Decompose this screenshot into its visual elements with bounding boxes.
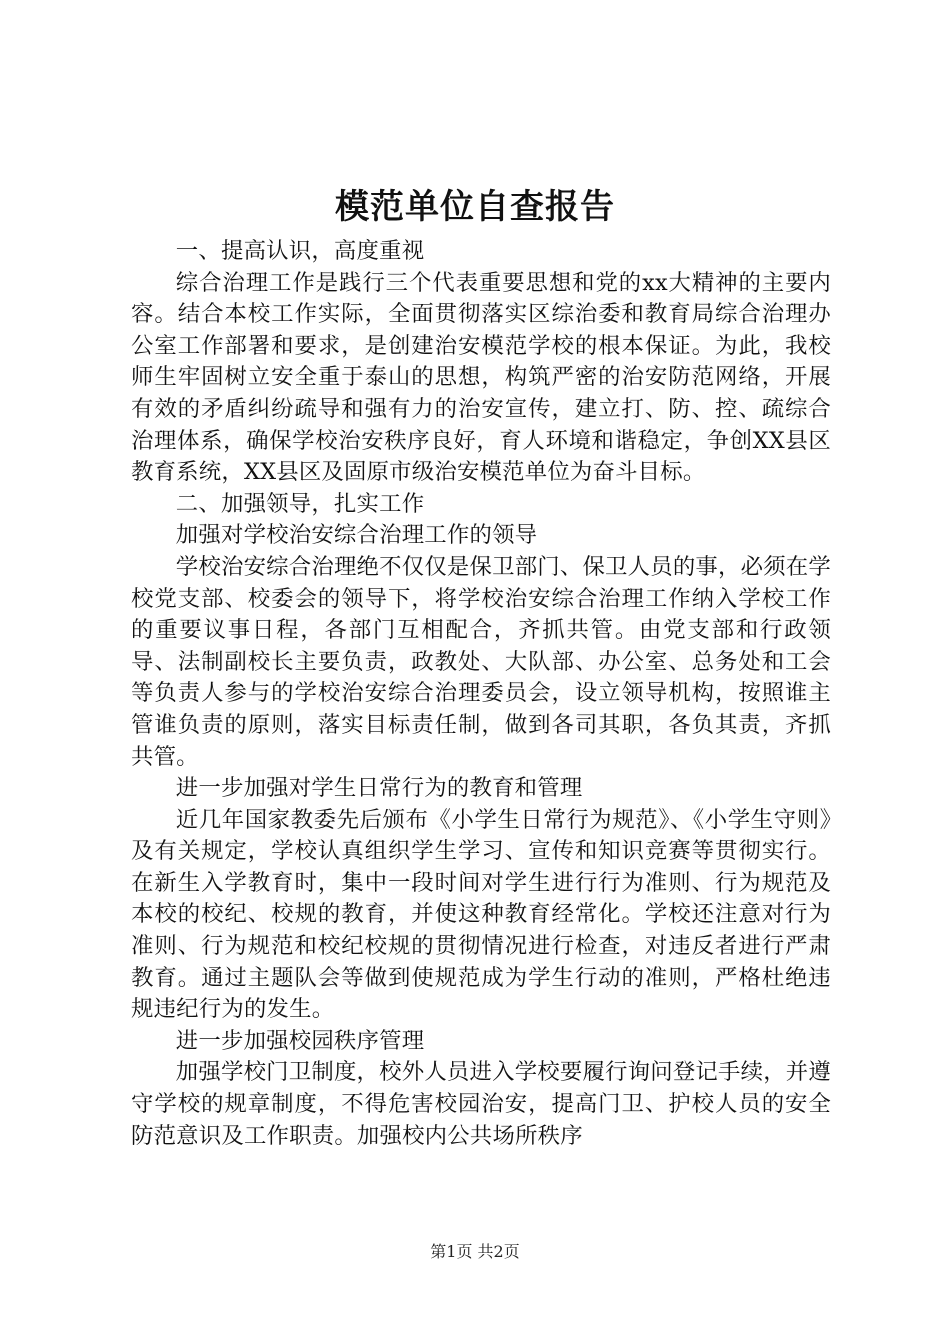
body-paragraph: 学校治安综合治理绝不仅仅是保卫部门、保卫人员的事，必须在学校党支部、校委会的领导下，将学校治安综合治理工作纳入学校工作的重要议事日程，各部门互相配合，齐抓共管。由党支部和行政领导、法制副校长主要负责，政教处、大队部、办公室、总务处和工会等负责人参与的学校治安综合治理委员会，设立领导机构，按照谁主管谁负责的原则，落实目标责任制，做到各司其职，各负其责，齐抓共管。 (131, 553, 831, 770)
section-heading: 一、提高认识，高度重视 (175, 238, 425, 264)
subsection-heading: 进一步加强校园秩序管理 (175, 1027, 425, 1054)
subsection-heading: 加强对学校治安综合治理工作的领导 (175, 522, 538, 549)
section-heading: 二、加强领导，扎实工作 (175, 490, 425, 517)
page-footer: 第1页 共2页 (430, 1242, 520, 1261)
document-body (131, 236, 831, 1152)
body-paragraph: 近几年国家教委先后颁布《小学生日常行为规范》、《小学生守则》及有关规定，学校认真组织学生学习、宣传和知识竞赛等贯彻实行。在新生入学教育时，集中一段时间对学生进行行为准则、行为规范及本校的校纪、校规的教育，并使这种教育经常化。学校还注意对行为准则、行为规范和校纪校规的贯彻情况进行检查，对违反者进行严肃教育。通过主题队会等做到使规范成为学生行动的准则，严格杜绝违规违纪行为的发生。 (131, 806, 831, 1023)
document-title: 模范单位自查报告 (335, 187, 615, 227)
body-paragraph: 加强学校门卫制度，校外人员进入学校要履行询问登记手续，并遵守学校的规章制度，不得危害校园治安，提高门卫、护校人员的安全防范意识及工作职责。加强校内公共场所秩序 (131, 1059, 831, 1149)
subsection-heading: 进一步加强对学生日常行为的教育和管理 (175, 775, 583, 802)
body-paragraph: 综合治理工作是践行三个代表重要思想和党的xx大精神的主要内容。结合本校工作实际，全面贯彻落实区综治委和教育局综合治理办公室工作部署和要求，是创建治安模范学校的根本保证。为此，我校师生牢固树立安全重于泰山的思想，构筑严密的治安防范网络，开展有效的矛盾纠纷疏导和强有力的治安宣传，建立打、防、控、疏综合治理体系，确保学校治安秩序良好，育人环境和谐稳定，争创XX县区教育系统，XX县区及固原市级治安模范单位为奋斗目标。 (131, 269, 831, 486)
